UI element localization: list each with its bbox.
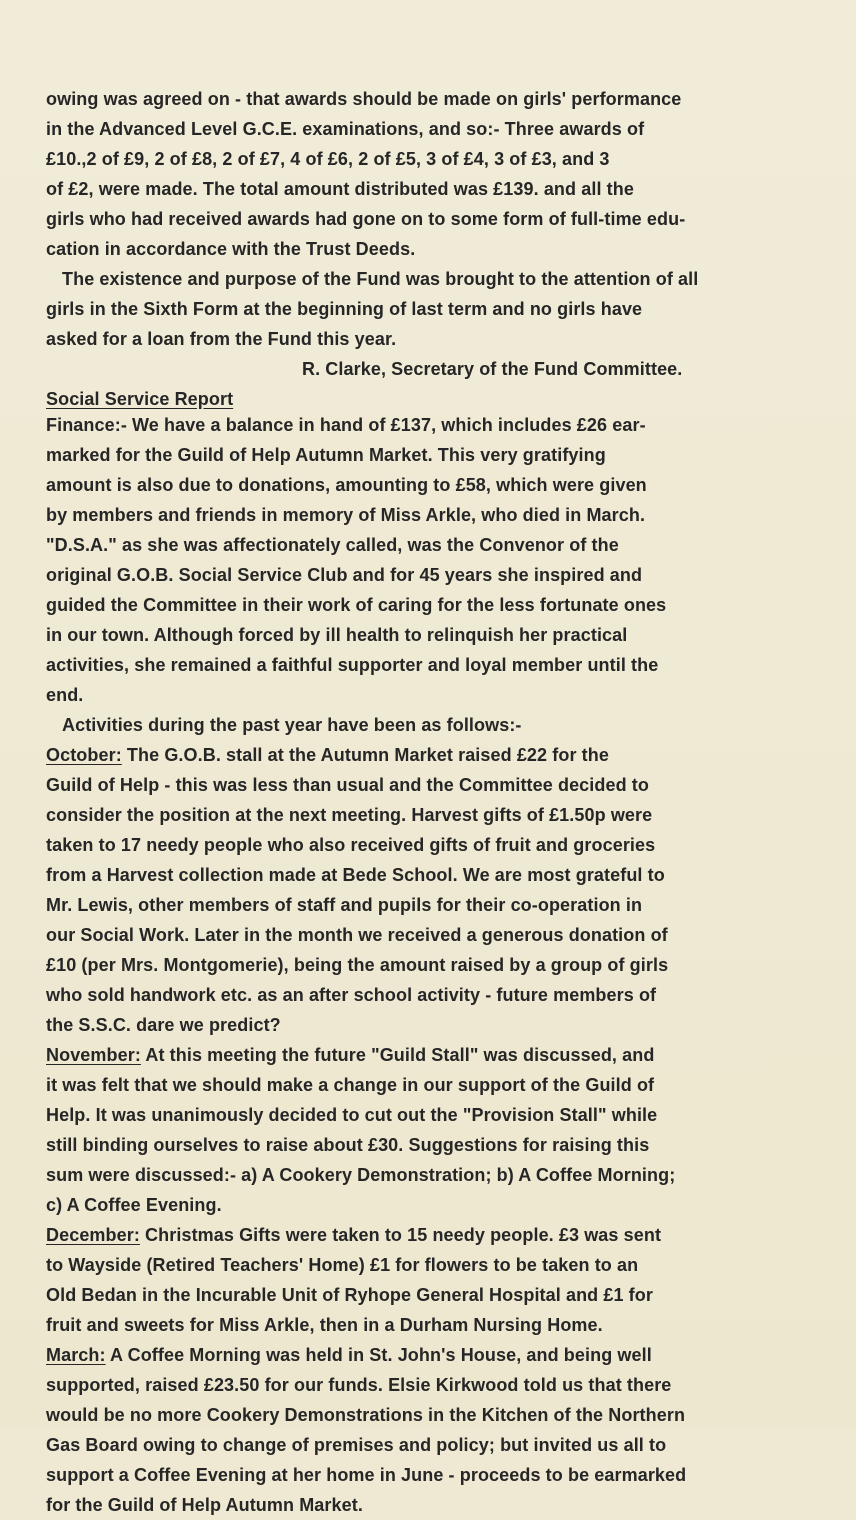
october-line: Guild of Help - this was less than usual and the Committee decided to xyxy=(46,775,649,795)
month-label-october: October: xyxy=(46,745,122,765)
october-line: from a Harvest collection made at Bede School. We are most grateful to xyxy=(46,865,665,885)
october-first-line xyxy=(46,740,826,770)
finance-line: original G.O.B. Social Service Club and for 45 years she inspired and xyxy=(46,565,643,585)
december-line: to Wayside (Retired Teachers' Home) £1 for flowers to be taken to an xyxy=(46,1255,639,1275)
awards-line: asked for a loan from the Fund this year. xyxy=(46,329,397,349)
finance-line: Activities during the past year have been as follows:- xyxy=(62,715,522,735)
october-line: consider the position at the next meeting. Harvest gifts of £1.50p were xyxy=(46,805,653,825)
month-label-november: November: xyxy=(46,1045,141,1065)
month-label-march: March: xyxy=(46,1345,106,1365)
awards-line: girls who had received awards had gone on to some form of full-time edu- xyxy=(46,209,686,229)
march-first-line xyxy=(46,1340,826,1370)
october-line: the S.S.C. dare we predict? xyxy=(46,1015,281,1035)
finance-line: in our town. Although forced by ill health to relinquish her practical xyxy=(46,625,628,645)
november-line: sum were discussed:- a) A Cookery Demonstration; b) A Coffee Morning; xyxy=(46,1165,676,1185)
november-line: c) A Coffee Evening. xyxy=(46,1195,222,1215)
october-first-line-text: The G.O.B. stall at the Autumn Market raised £22 for the xyxy=(121,745,609,765)
awards-line: £10.,2 of £9, 2 of £8, 2 of £7, 4 of £6, 2 of £5, 3 of £4, 3 of £3, and 3 xyxy=(46,149,610,169)
december-line: fruit and sweets for Miss Arkle, then in a Durham Nursing Home. xyxy=(46,1315,603,1335)
finance-line: marked for the Guild of Help Autumn Market. This very gratifying xyxy=(46,445,606,465)
march-first-line-text: A Coffee Morning was held in St. John's House, and being well xyxy=(105,1345,652,1365)
awards-line: The existence and purpose of the Fund was brought to the attention of all xyxy=(62,269,699,289)
october-line: who sold handwork etc. as an after school activity - future members of xyxy=(46,985,657,1005)
march-line: supported, raised £23.50 for our funds. Elsie Kirkwood told us that there xyxy=(46,1375,672,1395)
awards-line: of £2, were made. The total amount distributed was £139. and all the xyxy=(46,179,634,199)
october-line: taken to 17 needy people who also received gifts of fruit and groceries xyxy=(46,835,656,855)
finance-line: activities, she remained a faithful supporter and loyal member until the xyxy=(46,655,659,675)
finance-line: "D.S.A." as she was affectionately called, was the Convenor of the xyxy=(46,535,619,555)
finance-line: end. xyxy=(46,685,84,705)
december-line: Old Bedan in the Incurable Unit of Ryhope General Hospital and £1 for xyxy=(46,1285,653,1305)
awards-line: in the Advanced Level G.C.E. examinations, and so:- Three awards of xyxy=(46,119,645,139)
finance-line: Finance:- We have a balance in hand of £137, which includes £26 ear- xyxy=(46,415,646,435)
social-service-heading-text: Social Service Report xyxy=(46,389,234,409)
november-first-line xyxy=(46,1040,826,1070)
march-line: would be no more Cookery Demonstrations in the Kitchen of the Northern xyxy=(46,1405,686,1425)
awards-line: owing was agreed on - that awards should be made on girls' performance xyxy=(46,89,682,109)
march-line: support a Coffee Evening at her home in June - proceeds to be earmarked xyxy=(46,1465,687,1485)
november-first-line-text: At this meeting the future "Guild Stall" was discussed, and xyxy=(140,1045,655,1065)
october-line: £10 (per Mrs. Montgomerie), being the amount raised by a group of girls xyxy=(46,955,669,975)
finance-line: by members and friends in memory of Miss Arkle, who died in March. xyxy=(46,505,646,525)
december-first-line-text: Christmas Gifts were taken to 15 needy people. £3 was sent xyxy=(139,1225,662,1245)
november-line: Help. It was unanimously decided to cut out the "Provision Stall" while xyxy=(46,1105,658,1125)
march-line: Gas Board owing to change of premises and policy; but invited us all to xyxy=(46,1435,667,1455)
november-line: it was felt that we should make a change in our support of the Guild of xyxy=(46,1075,655,1095)
november-line: still binding ourselves to raise about £30. Suggestions for raising this xyxy=(46,1135,650,1155)
awards-line: girls in the Sixth Form at the beginning of last term and no girls have xyxy=(46,299,643,319)
month-label-december: December: xyxy=(46,1225,140,1245)
march-line: for the Guild of Help Autumn Market. xyxy=(46,1495,363,1515)
finance-line: amount is also due to donations, amounting to £58, which were given xyxy=(46,475,647,495)
finance-section xyxy=(46,410,826,1520)
october-line: our Social Work. Later in the month we received a generous donation of xyxy=(46,925,668,945)
finance-line: guided the Committee in their work of caring for the less fortunate ones xyxy=(46,595,667,615)
signature-line: R. Clarke, Secretary of the Fund Committee. xyxy=(302,359,683,379)
december-first-line xyxy=(46,1220,826,1250)
october-line: Mr. Lewis, other members of staff and pupils for their co-operation in xyxy=(46,895,643,915)
awards-section xyxy=(46,84,826,414)
awards-line: cation in accordance with the Trust Deeds. xyxy=(46,239,416,259)
